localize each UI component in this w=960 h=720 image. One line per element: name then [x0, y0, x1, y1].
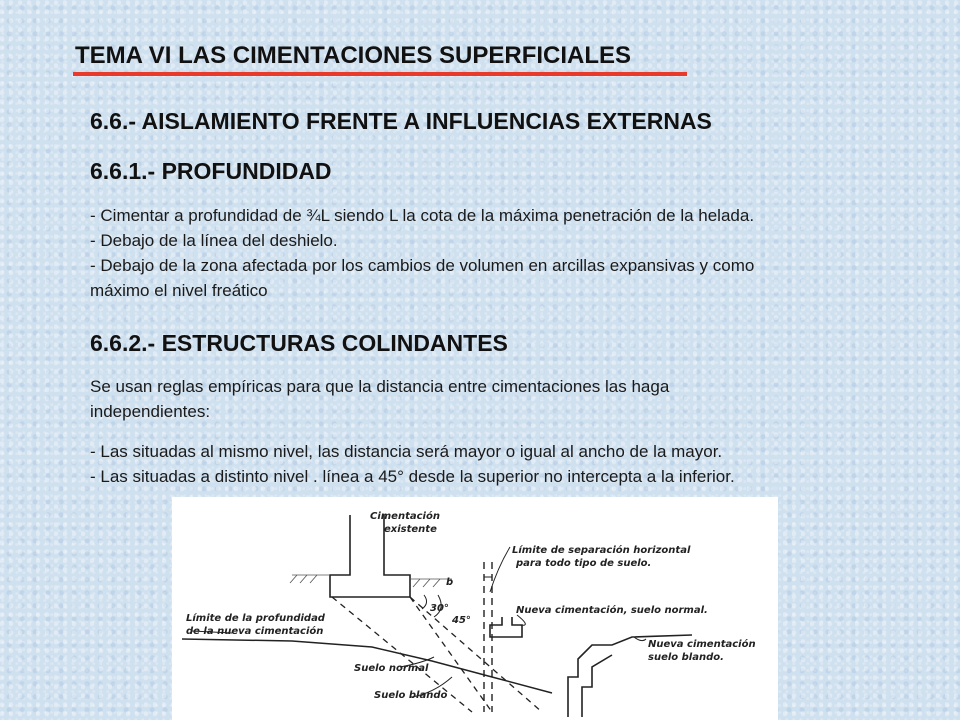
label-existing-1: Cimentación — [370, 511, 440, 522]
label-depth-1: Límite de la profundidad — [186, 613, 325, 624]
new-normal-leader — [517, 615, 525, 625]
label-new-soft-2: suelo blando. — [648, 652, 724, 663]
subsection-depth-heading: 6.6.1.- PROFUNDIDAD — [90, 158, 332, 184]
label-b: b — [446, 577, 454, 588]
section-heading: 6.6.- AISLAMIENTO FRENTE A INFLUENCIAS EXTERNAS — [90, 108, 712, 134]
depth-line-4: máximo el nivel freático — [90, 281, 268, 300]
label-soil-normal: Suelo normal — [354, 663, 429, 674]
label-limit-h-1: Límite de separación horizontal — [512, 545, 691, 556]
title-underline — [73, 72, 687, 76]
foundation-diagram-svg — [172, 497, 778, 720]
label-angle45: 45° — [452, 615, 471, 626]
depth-line-2: - Debajo de la línea del deshielo. — [90, 231, 338, 250]
depth-line-3: - Debajo de la zona afectada por los cambios de volumen en arcillas expansivas y como — [90, 256, 755, 275]
adjacent-intro-line-2: independientes: — [90, 402, 211, 421]
adjacent-rule-2: - Las situadas a distinto nivel . línea a 45° desde la superior no intercepta a la inferior. — [90, 467, 735, 486]
label-depth-2: de la nueva cimentación — [186, 626, 324, 637]
label-new-normal: Nueva cimentación, suelo normal. — [516, 605, 708, 616]
foundation-diagram — [172, 497, 778, 720]
subsection-adjacent-heading: 6.6.2.- ESTRUCTURAS COLINDANTES — [90, 330, 508, 356]
label-limit-h-2: para todo tipo de suelo. — [516, 558, 652, 569]
adjacent-rule-1: - Las situadas al mismo nivel, las distancia será mayor o igual al ancho de la mayor. — [90, 442, 723, 461]
separation-leader — [490, 547, 510, 592]
adjacent-intro-block — [90, 374, 669, 424]
existing-ground-hatch — [290, 575, 452, 587]
label-soil-soft: Suelo blando — [374, 690, 448, 701]
page-title: TEMA VI LAS CIMENTACIONES SUPERFICIALES — [75, 42, 632, 69]
adjacent-rules-block — [90, 439, 735, 489]
angle30-arc — [422, 595, 427, 609]
label-angle30: 30° — [430, 603, 449, 614]
label-existing-2: existente — [384, 524, 437, 535]
depth-text-block — [90, 203, 754, 303]
label-new-soft-1: Nueva cimentación — [648, 639, 756, 650]
new-foundation-normal — [490, 617, 522, 637]
adjacent-intro-line-1: Se usan reglas empíricas para que la distancia entre cimentaciones las haga — [90, 377, 670, 396]
depth-line-1: - Cimentar a profundidad de ¾L siendo L la cota de la máxima penetración de la helada. — [90, 206, 755, 225]
